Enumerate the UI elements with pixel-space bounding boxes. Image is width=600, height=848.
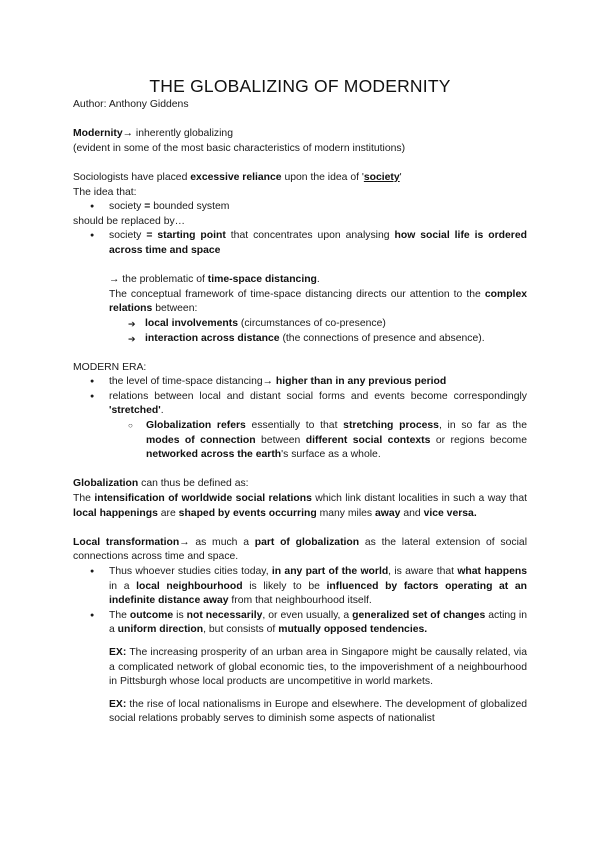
document-title: THE GLOBALIZING OF MODERNITY <box>149 76 451 96</box>
list-item: ● society = starting point that concentrates upon analysing how social life is ordered across time and space <box>73 229 527 258</box>
idea-line: The idea that: <box>73 186 137 198</box>
modern-era-list <box>73 375 527 463</box>
problematic-line: → the problematic of time-space distancing. <box>109 274 320 286</box>
modern-era-heading: MODERN ERA: <box>73 361 147 373</box>
framework-line: The conceptual framework of time-space distancing directs our attention to the complex relations between: <box>109 288 527 315</box>
list-item: ● Thus whoever studies cities today, in any part of the world, is aware that what happens in a local neighbourhood is likely to be influenced by factors operating at an indefinite distance away from that neighbourhood itself. <box>73 565 527 609</box>
list-item: ➔ local involvements (circumstances of co-presence) <box>73 317 527 332</box>
framework-list <box>73 317 527 346</box>
example-1: EX: The increasing prosperity of an urban area in Singapore might be causally related, via a complicated network of global economic ties, to the impoverishment of a neighbourhood in Pittsburgh whose local products are uncompetitive in world markets. <box>109 646 527 688</box>
society-list-2 <box>73 229 527 258</box>
modernity-note: (evident in some of the most basic characteristics of modern institutions) <box>73 142 406 154</box>
globalization-def-heading: Globalization can thus be defined as: <box>73 478 249 490</box>
society-reliance: Sociologists have placed excessive reliance upon the idea of 'society' <box>73 171 402 183</box>
list-item: ➔ interaction across distance (the connections of presence and absence). <box>73 332 527 347</box>
local-transformation-list <box>73 565 527 638</box>
replaced-line: should be replaced by… <box>73 215 186 227</box>
globalization-def-text: The intensification of worldwide social relations which link distant localities in such a way that local happenings are shaped by events occurring many miles away and vice versa. <box>73 493 527 519</box>
example-2: EX: the rise of local nationalisms in Europe and elsewhere. The development of globalized social relations probably serves to diminish some aspects of nationalist <box>109 698 527 725</box>
list-item: ○ Globalization refers essentially to that stretching process, in so far as the modes of connection between different social contexts or regions become networked across the earth's surface as a whole. <box>73 419 527 463</box>
list-item: ● relations between local and distant social forms and events become correspondingly 'stretched'. <box>73 390 527 419</box>
list-item: ● The outcome is not necessarily, or even usually, a generalized set of changes acting in a uniform direction, but consists of mutually opposed tendencies. <box>73 609 527 638</box>
society-list-1 <box>73 200 527 215</box>
document-page <box>73 76 527 727</box>
list-item: ● society = bounded system <box>73 200 527 215</box>
modernity-line: Modernity→ inherently globalizing <box>73 128 233 140</box>
local-transformation-text: Local transformation→ as much a part of globalization as the lateral extension of social connections across time and space. <box>73 536 527 563</box>
list-item: ● the level of time-space distancing→ higher than in any previous period <box>73 375 527 390</box>
author-line: Author: Anthony Giddens <box>73 99 189 110</box>
